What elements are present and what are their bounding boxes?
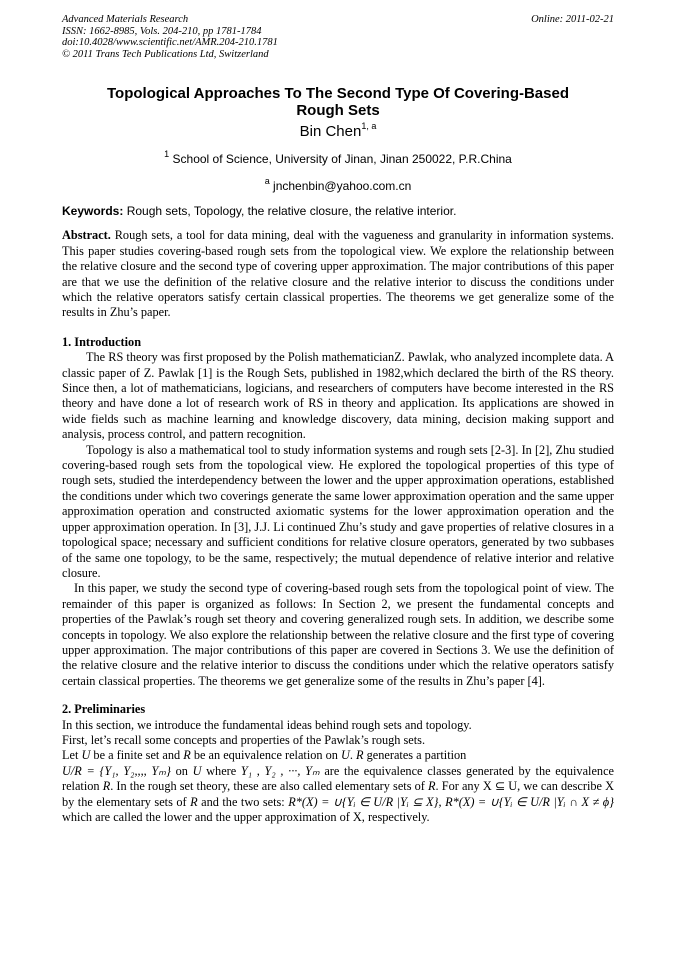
- text-fragment: be a finite set and: [90, 748, 184, 763]
- math-symbol: R: [428, 779, 436, 794]
- text-fragment: .: [349, 748, 357, 763]
- math-symbol: R: [102, 779, 111, 794]
- keywords-text: Rough sets, Topology, the relative closure, the relative interior.: [123, 204, 457, 219]
- affiliation-sup: 1: [164, 149, 170, 160]
- math-symbol: R: [183, 748, 191, 763]
- math-symbol: R: [356, 748, 364, 763]
- text-fragment: where: [201, 763, 241, 778]
- paper-page: [62, 14, 614, 825]
- math-symbol: Y₁ , Y₂ , ···, Yₘ: [240, 763, 320, 778]
- abstract-text: Rough sets, a tool for data mining, deal with the vagueness and granularity in information systems. This paper studies covering-based rough sets from the topological view. We explore the relationship between the relative closure and the second type of covering upper approximation. The major contributions of this paper are that we use the definition of the relative closure and the relative interior to discuss the conditions under which the relative operators satisfy certain classical properties. The theorems we get generalize some of the results in Zhu’s paper.: [62, 228, 614, 320]
- doi-line: doi:10.4028/www.scientific.net/AMR.204-210.1781: [62, 37, 278, 49]
- email-line: [62, 175, 614, 193]
- text-fragment: . In the rough set theory, these are also called elementary sets of: [110, 779, 429, 794]
- intro-paragraph-1: The RS theory was first proposed by the Polish mathematicianZ. Pawlak, who analyzed incomplete data. A classic paper of Z. Pawlak [1] is the Rough Sets, published in 1982,which declared the birth of the RS theory. Since then, a lot of mathematicians, logicians, and researchers of computers have become interested in the RS theory and have done a lot of research work of RS in theory and application. Its applications are showed in wide fields such as machine learning and knowledge discovery, data mining, decision making support and analysis, process control, and pattern recognition.: [62, 350, 614, 442]
- affiliation-text: School of Science, University of Jinan, Jinan 250022, P.R.China: [172, 152, 512, 167]
- author-sup: 1, a: [361, 121, 377, 132]
- math-symbol: U: [341, 748, 350, 763]
- email-sup: a: [264, 176, 270, 187]
- journal-name: Advanced Materials Research: [62, 14, 189, 25]
- text-fragment: be an equivalence relation on: [190, 748, 341, 763]
- issn-line: ISSN: 1662-8985, Vols. 204-210, pp 1781-1784: [62, 25, 262, 37]
- online-date: Online: 2011-02-21: [531, 14, 614, 25]
- section-heading-preliminaries: 2. Preliminaries: [62, 702, 146, 717]
- text-fragment: are the equivalence classes generated by the equivalence relation: [62, 763, 614, 794]
- math-symbol: U: [192, 763, 202, 778]
- paper-title: Topological Approaches To The Second Type Of Covering-Based Rough Sets: [107, 85, 569, 120]
- partition-formula: U/R = {Y₁, Y₂,,,, Yₘ}: [62, 763, 171, 778]
- journal-header: [62, 14, 614, 60]
- keywords-label: Keywords:: [62, 204, 124, 219]
- text-fragment: and the two sets:: [197, 794, 285, 809]
- intro-paragraph-3: In this paper, we study the second type of covering-based rough sets from the topological point of view. The remainder of this paper is organized as follows: In Section 2, we present the fundamental concepts and properties of the Pawlak’s rough set theory and covering generalized rough sets. In addition, we describe some concepts in topology. We also explore the relationship between the relative closure and the first type of covering upper approximation. The major contributions of this paper are covered in Sections 3. We use the definition of the relative closure and the relative interior to discuss the conditions under which the relative operators satisfy certain classical properties. The theorems we get generalize some of the results in Zhu’s paper [4].: [62, 581, 614, 688]
- text-fragment: . For any X ⊆ U, we can describe X by the elementary sets of: [62, 779, 614, 809]
- email-text: jnchenbin@yahoo.com.cn: [273, 179, 412, 194]
- prelim-paragraph-4: [62, 764, 614, 826]
- author-name: Bin Chen: [299, 123, 362, 141]
- lower-approximation-formula: R*(X) = ∪{Yᵢ ∈ U/R |Yᵢ ⊆ X},: [288, 794, 442, 809]
- math-symbol: R: [190, 794, 198, 809]
- prelim-paragraph-3: [62, 748, 614, 763]
- text-fragment: on: [170, 763, 193, 778]
- copyright-line: © 2011 Trans Tech Publications Ltd, Switzerland: [62, 48, 269, 60]
- section-heading-introduction: 1. Introduction: [62, 334, 142, 349]
- upper-approximation-formula: R*(X) = ∪{Yᵢ ∈ U/R |Yᵢ ∩ X ≠ ϕ}: [445, 794, 615, 809]
- author-line: [62, 119, 614, 140]
- intro-paragraph-2: Topology is also a mathematical tool to study information systems and rough sets [2-3]. In [2], Zhu studied covering-based rough sets from the topological view. He explored the topological properties of this type of rough sets, studied the interdependency between the lower and the upper approximation operations, established the conditions under which two coverings generate the same lower approximation operation and the same upper approximation operation and constructed axiomatic systems for the lower approximation operation and the upper approximation operation. In [3], J.J. Li continued Zhu’s study and gave properties of relative closures in a topological space; necessary and sufficient conditions for relative closure operators, generated by two subbases of the same one topology, to be the same, respectively; the mutual dependence of relative interior and relative closure.: [62, 442, 614, 580]
- prelim-paragraph-2: First, let’s recall some concepts and properties of the Pawlak’s rough sets.: [62, 732, 426, 747]
- text-fragment: Let: [62, 748, 82, 763]
- keywords: [62, 204, 614, 218]
- text-fragment: which are called the lower and the upper approximation of X, respectively.: [62, 810, 430, 824]
- affiliation: [62, 148, 614, 166]
- abstract-label: Abstract.: [62, 228, 111, 243]
- text-fragment: generates a partition: [363, 748, 467, 763]
- prelim-paragraph-1: In this section, we introduce the fundamental ideas behind rough sets and topology.: [62, 717, 472, 732]
- abstract: [62, 228, 614, 320]
- math-symbol: U: [81, 748, 91, 763]
